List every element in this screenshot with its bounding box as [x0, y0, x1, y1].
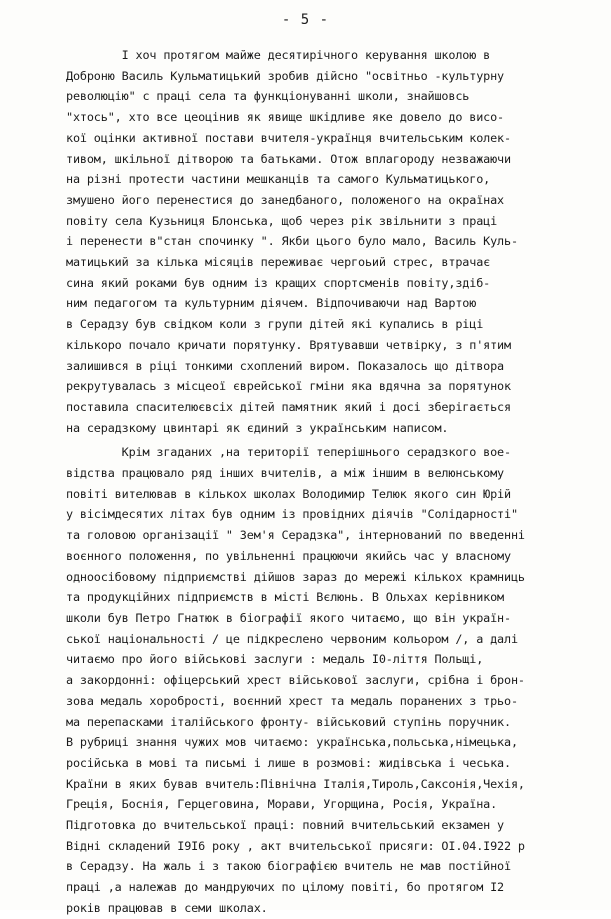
text-line: повіті вителював в кількох школах Володимир Телюк якого син Юрій	[66, 486, 511, 501]
text-line: І хоч протягом майже десятирічного керування школою в	[66, 48, 491, 62]
text-line: сина який роками був одним із кращих спортсменів повіту,здіб-	[66, 275, 491, 290]
text-line: на серадзкому цвинтарі як єдиний з українським написом.	[66, 420, 449, 435]
text-line: матицький за кілька місяців переживає чергоьий стрес, втрачає	[66, 255, 491, 270]
text-line: ним педагогом та культурним діячем. Відпочиваючи над Вартою	[66, 296, 477, 311]
text-line: читаємо про його військові заслуги : медаль І0-ліття Польщі,	[66, 652, 484, 667]
text-line: рекрутувалась з місцеої єврейської гміни яка вдячна за порятунок	[66, 379, 511, 394]
text-line: та головою організації " Зем'я Серадзка", інтернований по введенні	[66, 528, 525, 543]
text-line: Підготовка до вчительської праці: повний вчительський екзамен у	[66, 818, 504, 833]
text-line: кількоро почало кричати порятунку. Врятувавши четвірку, з п'ятим	[66, 337, 511, 352]
text-line: російська в мові та письмі і лише в розмові: жидівська і чеська.	[66, 755, 511, 770]
text-line: В рубриці знання чужих мов читаємо: українська,польська,німецька,	[66, 735, 518, 750]
body-text	[66, 45, 601, 919]
text-line: революцію" с праці села та функціонуванні школи, знайшовсь	[66, 89, 470, 104]
text-line: Греція, Боснія, Герцеговина, Морави, Угорщина, Росія, Україна.	[66, 797, 498, 812]
text-line: а закордонні: офіцерський хрест військової заслуги, срібна і брон-	[66, 673, 525, 688]
text-line: років працював в семи школах.	[66, 900, 268, 915]
text-line: воєнного положення, по увільненні працюючи якийсь час у власному	[66, 548, 511, 563]
text-line: Доброню Василь Кульматицький зробив дійсно "освітньо -культурну	[66, 68, 504, 83]
text-line: Відні складений І9І6 року , акт вчительської присяги: ОІ.04.І922 р	[66, 838, 525, 853]
text-line: кої оцінки активної постави вчителя-українця вчительським колек-	[66, 130, 511, 145]
paragraph-2	[66, 442, 601, 918]
text-line: та продукційних підприємств в місті Вєлюнь. В Ольхах керівником	[66, 590, 504, 605]
text-line: ма перепасками італійського фронту- військовий ступінь поручник.	[66, 714, 511, 729]
text-line: у вісімдесятих літах був одним із провідних діячів "Солідарності"	[66, 507, 518, 522]
text-line: в Серадзу. На жаль і з такою біографією вчитель не мав постійної	[66, 859, 511, 874]
text-line: "хтось", хто все цеоцінив як явище шкідливе яке довело до висо-	[66, 110, 504, 125]
text-line: праці ,а належав до мандруючих по цілому повіті, бо протягом І2	[66, 880, 504, 895]
text-line: Країни в яких бував вчитель:Північна Італія,Тироль,Саксонія,Чехія,	[66, 776, 525, 791]
text-line: зова медаль хоробрості, воєнний хрест та медаль поранених з трьо-	[66, 693, 518, 708]
text-line: тивом, шкільної дітворою та батьками. Отож вплагороду незважаючи	[66, 151, 511, 166]
text-line: поставила спасителюєвсіх дітей памятник який і досі зберігається	[66, 399, 511, 414]
text-line: Крім згаданих ,на території теперішнього серадзкого вое-	[66, 445, 511, 460]
text-line: ської національності / це підкреслено червоним кольором /, а далі	[66, 631, 518, 646]
text-line: відства працювало ряд інших вчителів, а між іншим в велюнському	[66, 466, 504, 481]
text-line: школи був Петро Гнатюк в біографії якого читаємо, що він україн-	[66, 610, 511, 625]
text-line: повіту села Кузьниця Блонська, щоб через рік звільнити з праці	[66, 213, 498, 228]
paragraph-1	[66, 45, 601, 438]
text-line: залишився в ріці тонкими схоплений виром. Показалось що дітвора	[66, 358, 504, 373]
text-line: змушено його перенестися до занедбаного, положеного на окраїнах	[66, 192, 504, 207]
text-line: і перенести в"стан спочинку ". Якби цього було мало, Василь Куль-	[66, 234, 518, 249]
text-line: в Серадзу був свідком коли з групи дітей які купались в ріці	[66, 317, 484, 332]
page-number: - 5 -	[281, 12, 330, 28]
text-line: одноосібовому підприємстві дійшов зараз до мережі кількох крамниць	[66, 569, 525, 584]
text-line: на різні протести частини мешканців та самого Кульматицького,	[66, 172, 491, 187]
